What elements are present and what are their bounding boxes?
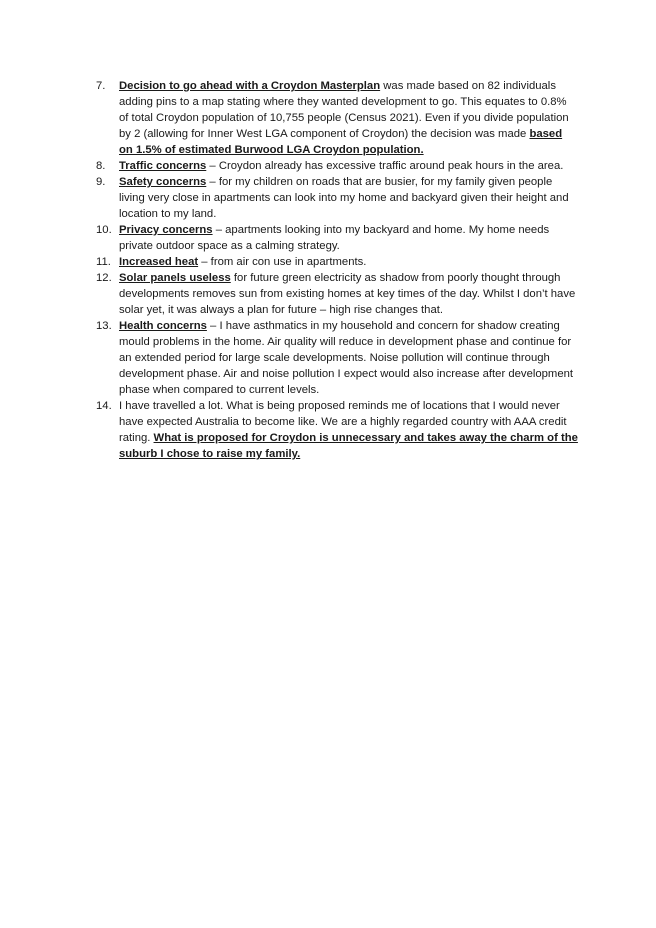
- item-body: for future green electricity as shadow from poorly thought through developments removes sun from existing homes at key times of the day. Whilst I don’t have solar yet, it was always a plan for future – high rise changes that.: [119, 272, 576, 316]
- item-body: – apartments looking into my backyard and home. My home needs private outdoor space as a calming strategy.: [119, 224, 550, 252]
- item-body: – for my children on roads that are busier, for my family given people living very close in apartments can look into my home and backyard given their height and location to my land.: [119, 176, 569, 220]
- item-text: [119, 158, 578, 174]
- list-item: [96, 222, 578, 254]
- item-emphasis: What is proposed for Croydon is unnecessary and takes away the charm of the suburb I chose to raise my family.: [119, 432, 578, 460]
- list-item: [96, 318, 578, 398]
- concerns-list: [96, 78, 578, 462]
- list-item: [96, 174, 578, 222]
- item-heading: Increased heat: [119, 256, 199, 268]
- item-text: [119, 174, 578, 222]
- item-heading: Health concerns: [119, 320, 207, 332]
- item-text: [119, 78, 578, 158]
- item-body: – from air con use in apartments.: [198, 256, 367, 268]
- list-item: [96, 78, 578, 158]
- item-heading: Privacy concerns: [119, 224, 213, 236]
- item-emphasis: based on 1.5% of estimated Burwood LGA Croydon population.: [119, 128, 563, 156]
- item-number: 12.: [96, 272, 112, 284]
- item-heading: Decision to go ahead with a Croydon Masterplan: [119, 80, 381, 92]
- item-number: 13.: [96, 320, 112, 332]
- item-heading: Safety concerns: [119, 176, 207, 188]
- item-text: [119, 318, 578, 398]
- item-number: 8.: [96, 160, 106, 172]
- list-item: [96, 158, 578, 174]
- list-item: [96, 270, 578, 318]
- item-heading: Traffic concerns: [119, 160, 207, 172]
- list-item: [96, 398, 578, 462]
- item-text: [119, 398, 578, 462]
- item-number: 10.: [96, 224, 112, 236]
- list-item: [96, 254, 578, 270]
- item-body: – I have asthmatics in my household and concern for shadow creating mould problems in the home. Air quality will reduce in development phase and continue for an extended period for large scale developments. Noise pollution will continue through development phase. Air and noise pollution I expect would also increase after development phase when compared to current levels.: [119, 320, 574, 396]
- item-number: 9.: [96, 176, 106, 188]
- item-text: [119, 222, 578, 254]
- item-body: I have travelled a lot. What is being proposed reminds me of locations that I would never have expected Australia to become like. We are a highly regarded country with AAA credit rating.: [119, 400, 567, 444]
- item-text: [119, 270, 578, 318]
- item-number: 11.: [96, 256, 111, 268]
- item-number: 14.: [96, 400, 112, 412]
- item-body: – Croydon already has excessive traffic around peak hours in the area.: [206, 160, 564, 172]
- item-number: 7.: [96, 80, 106, 92]
- item-text: [119, 254, 578, 270]
- item-body: was made based on 82 individuals adding pins to a map stating where they wanted development to go. This equates to 0.8% of total Croydon population of 10,755 people (Census 2021). Even if you divide population by 2 (allowing for Inner West LGA component of Croydon) the decision was made: [119, 80, 569, 140]
- item-heading: Solar panels useless: [119, 272, 231, 284]
